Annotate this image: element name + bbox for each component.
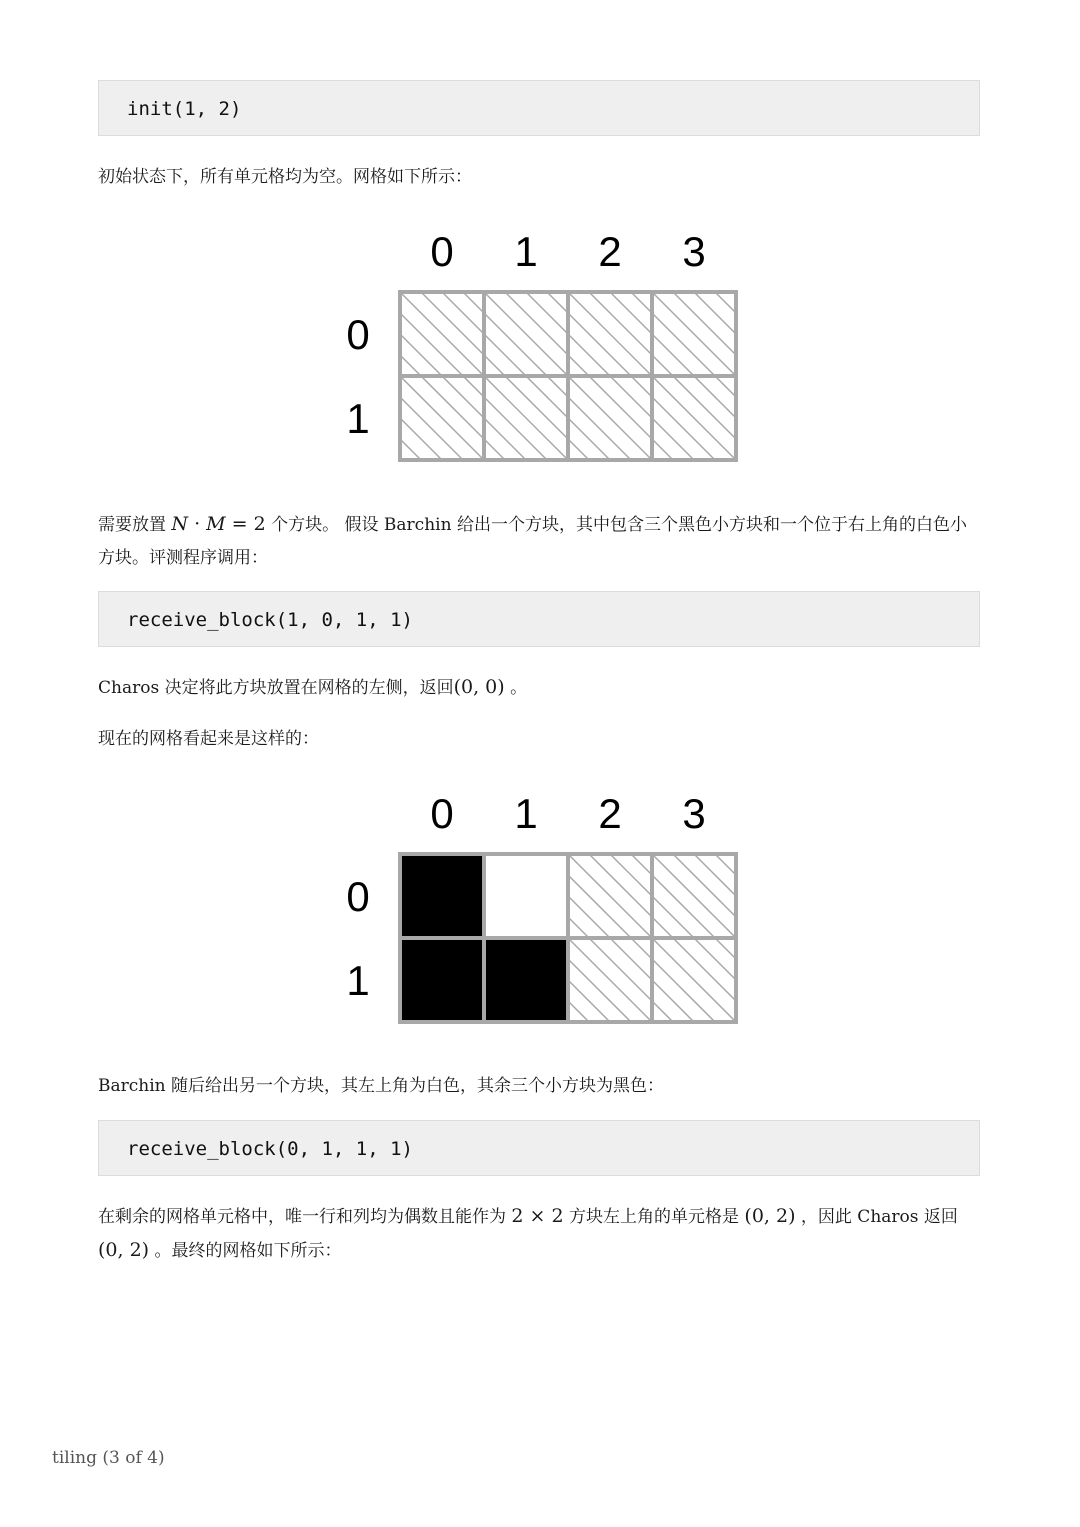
code-block-init: init(1, 2) — [98, 80, 980, 136]
grid-figure-after-first — [330, 782, 750, 1042]
page-footer: tiling (3 of 4) — [52, 1448, 165, 1468]
grid1-row-label-1: 1 — [346, 395, 370, 442]
grid2-cell-0-3 — [652, 854, 736, 938]
grid1-cell-0-3 — [652, 292, 736, 376]
grid-figure-initial — [330, 220, 750, 480]
grid2-cell-1-2 — [568, 938, 652, 1022]
grid2-cell-1-1 — [484, 938, 568, 1022]
grid1-col-label-2: 2 — [598, 228, 622, 275]
code-block-receive-2: receive_block(0, 1, 1, 1) — [98, 1120, 980, 1176]
math-n-times-m: N · M = 2 — [171, 513, 266, 535]
grid2-row-label-0: 0 — [346, 873, 370, 920]
grid1-row-label-0: 0 — [346, 311, 370, 358]
math-coord-0-0: (0, 0) — [453, 676, 505, 698]
grid1-cell-1-1 — [484, 376, 568, 460]
paragraph-blocks-needed: 需要放置 N · M = 2 个方块。 假设 Barchin 给出一个方块，其中包含三个黑色小方块和一个位于右上角的白色小方块。评测程序调用： — [98, 513, 967, 568]
grid2-row-label-1: 1 — [346, 957, 370, 1004]
grid2-cell-0-1 — [484, 854, 568, 938]
grid2-col-label-0: 0 — [430, 790, 454, 837]
paragraph-initial-state: 初始状态下，所有单元格均为空。网格如下所示： — [98, 167, 472, 187]
grid1-cell-0-2 — [568, 292, 652, 376]
code-block-receive-1: receive_block(1, 0, 1, 1) — [98, 591, 980, 647]
grid-diagram-after-first — [330, 782, 750, 1042]
grid2-cell-0-0 — [400, 854, 484, 938]
grid2-col-label-3: 3 — [682, 790, 706, 837]
grid1-cell-1-2 — [568, 376, 652, 460]
grid1-col-label-0: 0 — [430, 228, 454, 275]
paragraph-final-placement: 在剩余的网格单元格中，唯一行和列均为偶数且能作为 2 × 2 方块左上角的单元格是 (0, 2) ，因此 Charos 返回 (0, 2) 。最终的网格如下所示： — [98, 1205, 958, 1261]
grid1-cell-0-0 — [400, 292, 484, 376]
grid1-col-label-1: 1 — [514, 228, 538, 275]
paragraph-next-block: Barchin 随后给出另一个方块，其左上角为白色，其余三个小方块为黑色： — [98, 1076, 665, 1096]
grid1-cell-0-1 — [484, 292, 568, 376]
grid1-cell-1-3 — [652, 376, 736, 460]
grid2-cell-0-2 — [568, 854, 652, 938]
grid2-cell-1-0 — [400, 938, 484, 1022]
grid1-cell-1-0 — [400, 376, 484, 460]
grid2-cell-1-3 — [652, 938, 736, 1022]
paragraph-current-grid: 现在的网格看起来是这样的： — [98, 729, 319, 749]
grid1-col-label-3: 3 — [682, 228, 706, 275]
grid2-col-label-2: 2 — [598, 790, 622, 837]
grid-diagram-initial — [330, 220, 750, 480]
grid2-col-label-1: 1 — [514, 790, 538, 837]
paragraph-charos-place: Charos 决定将此方块放置在网格的左侧，返回(0, 0) 。 — [98, 676, 528, 698]
